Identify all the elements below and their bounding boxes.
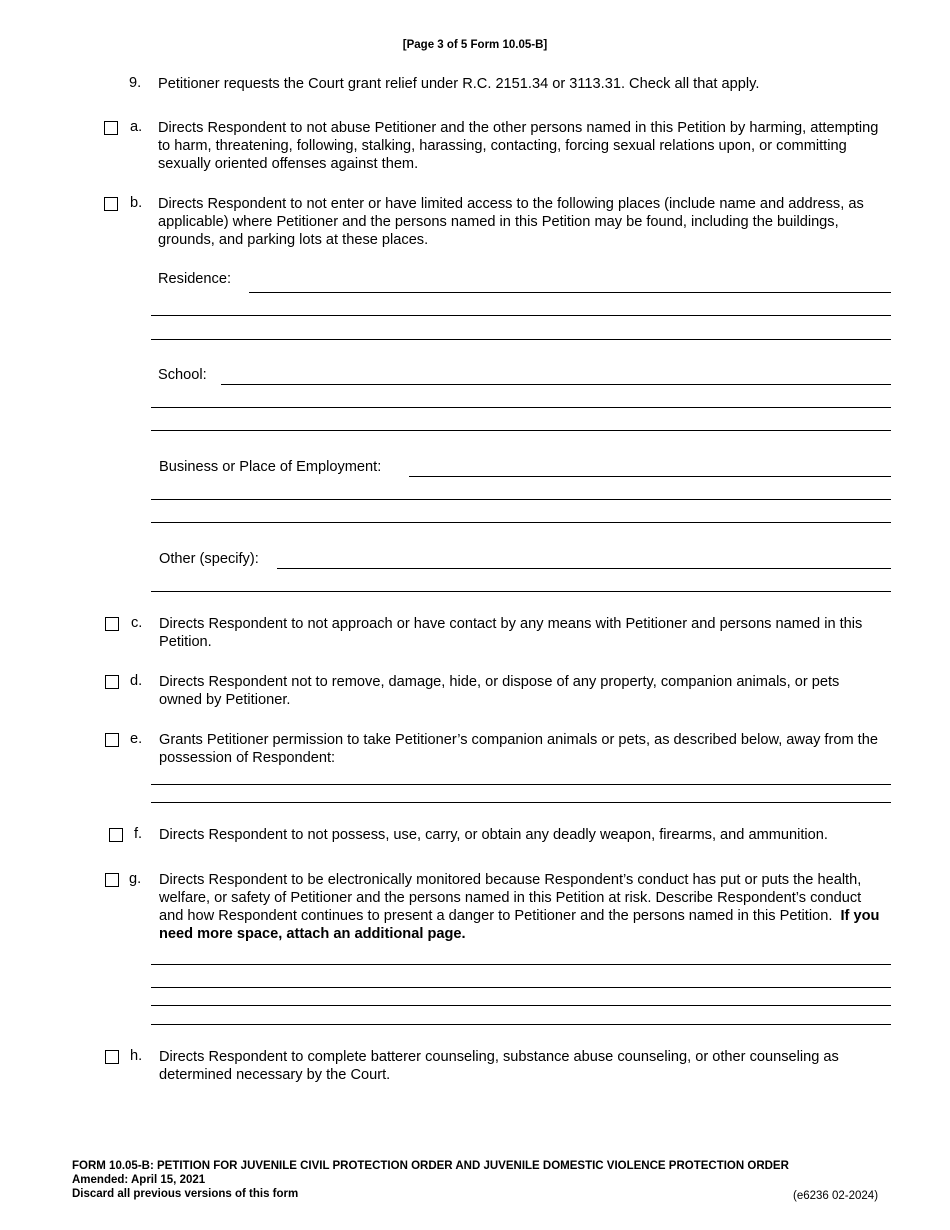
business-line-2[interactable]: [151, 499, 891, 500]
business-line[interactable]: [409, 476, 891, 477]
option-c-text: Directs Respondent to not approach or have contact by any means with Petitioner and persons named in this Petition.: [159, 616, 863, 650]
other-line[interactable]: [277, 568, 891, 569]
option-d-text: Directs Respondent not to remove, damage, hide, or dispose of any property, companion animals, or pets owned by Petitioner.: [159, 674, 840, 708]
item-9-text: Petitioner requests the Court grant relief under R.C. 2151.34 or 3113.31. Check all that apply.: [158, 76, 760, 92]
option-e-checkbox[interactable]: [105, 733, 119, 747]
option-f-checkbox[interactable]: [109, 828, 123, 842]
option-f-letter: f.: [134, 826, 143, 842]
footer-amended: Amended: April 15, 2021: [72, 1174, 206, 1186]
option-g-note: If you need more space, attach an additional page.: [159, 908, 880, 942]
pets-description-line[interactable]: [151, 784, 891, 785]
conduct-line-2[interactable]: [151, 987, 891, 988]
other-line-2[interactable]: [151, 591, 891, 592]
option-g-paragraph: [159, 871, 889, 943]
conduct-line-4[interactable]: [151, 1024, 891, 1025]
option-g-text: Directs Respondent to be electronically monitored because Respondent’s conduct has put or puts the health, welfare, or safety of Petitioner and the persons named in this Petition at risk. Describe Respondent’s conduct and how Respondent continues to present a danger to Petitioner and the persons named in this Petition.: [159, 872, 862, 924]
option-e-text: Grants Petitioner permission to take Petitioner’s companion animals or pets, as described below, away from the possession of Respondent:: [159, 732, 878, 766]
school-line-2[interactable]: [151, 407, 891, 408]
school-line[interactable]: [221, 384, 891, 385]
option-h-checkbox[interactable]: [105, 1050, 119, 1064]
item-number: 9.: [129, 75, 142, 91]
option-f-text: Directs Respondent to not possess, use, carry, or obtain any deadly weapon, firearms, and ammunition.: [159, 827, 828, 843]
residence-label: Residence:: [158, 271, 232, 287]
option-b-text: Directs Respondent to not enter or have limited access to the following places (include name and address, as applicable) where Petitioner and the persons named in this Petition may be found, including the buildings, grounds, and parking lots at these places.: [158, 196, 864, 248]
option-h-text: Directs Respondent to complete batterer counseling, substance abuse counseling, or other counseling as determined necessary by the Court.: [159, 1049, 839, 1083]
option-e-letter: e.: [130, 731, 143, 747]
business-label: Business or Place of Employment:: [159, 459, 382, 475]
option-g-letter: g.: [129, 871, 142, 887]
pets-description-line-2[interactable]: [151, 802, 891, 803]
conduct-line[interactable]: [151, 964, 891, 965]
footer-title: FORM 10.05-B: PETITION FOR JUVENILE CIVIL PROTECTION ORDER AND JUVENILE DOMESTIC VIOLENCE PROTECTION ORDER: [72, 1160, 789, 1172]
option-a-checkbox[interactable]: [104, 121, 118, 135]
option-b-checkbox[interactable]: [104, 197, 118, 211]
option-c-checkbox[interactable]: [105, 617, 119, 631]
school-label: School:: [158, 367, 207, 383]
footer-discard: Discard all previous versions of this form: [72, 1188, 299, 1200]
business-line-3[interactable]: [151, 522, 891, 523]
residence-line[interactable]: [249, 292, 891, 293]
form-code: (e6236 02-2024): [793, 1190, 879, 1202]
other-label: Other (specify):: [159, 551, 259, 567]
option-a-text: Directs Respondent to not abuse Petitioner and the other persons named in this Petition by harming, attempting to harm, threatening, following, stalking, harassing, contacting, forcing sexual relations upon, or committing sexually oriented offenses against them.: [158, 120, 879, 172]
conduct-line-3[interactable]: [151, 1005, 891, 1006]
option-b-letter: b.: [130, 195, 143, 211]
option-c-letter: c.: [131, 615, 143, 631]
school-line-3[interactable]: [151, 430, 891, 431]
option-d-letter: d.: [130, 673, 143, 689]
option-a-letter: a.: [130, 119, 143, 135]
option-h-letter: h.: [130, 1048, 143, 1064]
option-d-checkbox[interactable]: [105, 675, 119, 689]
option-g-checkbox[interactable]: [105, 873, 119, 887]
residence-line-3[interactable]: [151, 339, 891, 340]
page-header: [Page 3 of 5 Form 10.05-B]: [402, 39, 548, 51]
residence-line-2[interactable]: [151, 315, 891, 316]
